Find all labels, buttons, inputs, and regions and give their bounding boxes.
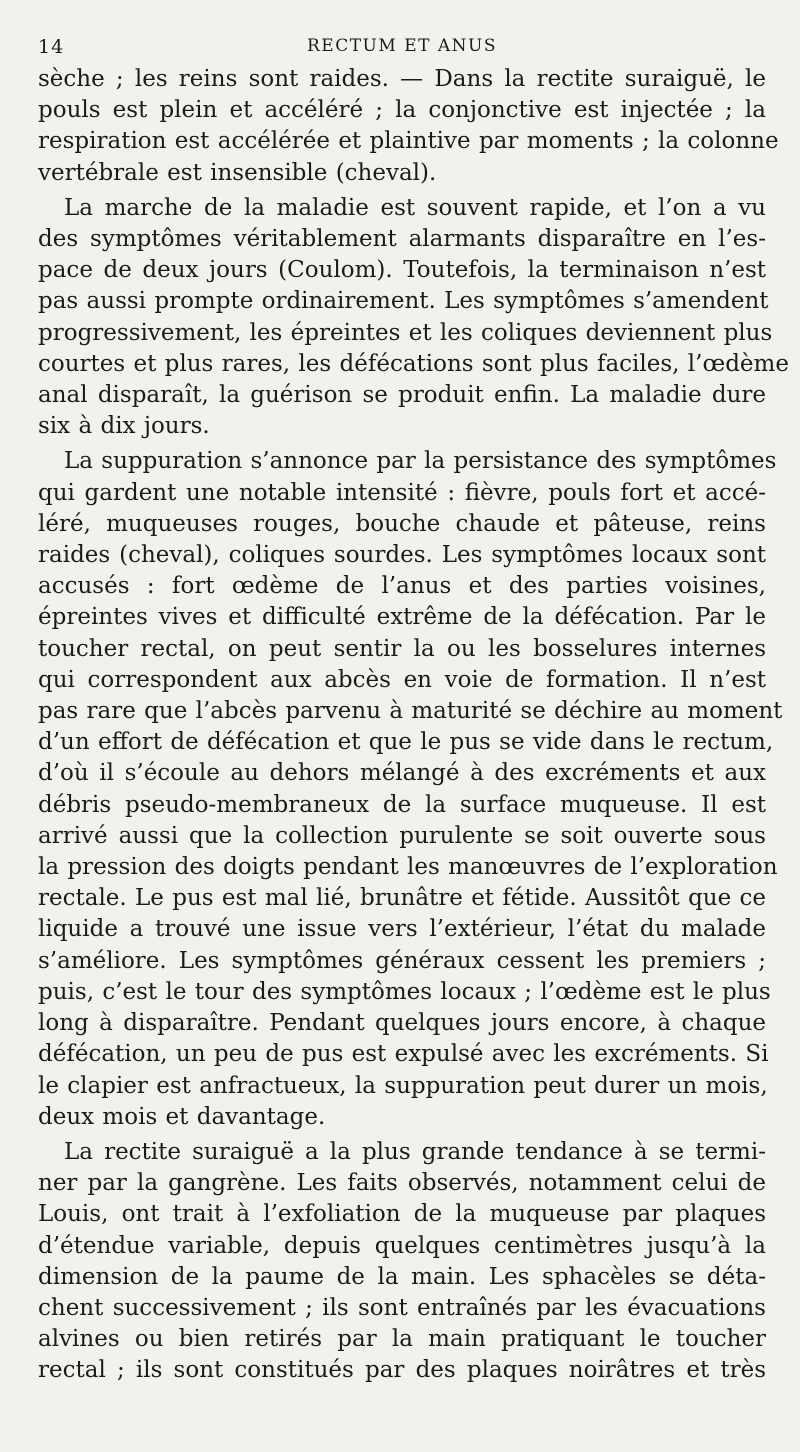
text-line: anal disparaît, la guérison se produit enfin. La maladie dure [38, 382, 766, 409]
running-title: RECTUM ET ANUS [307, 36, 497, 56]
running-head [38, 30, 766, 64]
text-line: Louis, ont trait à l’exfoliation de la muqueuse par plaques [38, 1201, 766, 1228]
text-line: la pression des doigts pendant les manœuvres de l’exploration [38, 854, 778, 881]
text-line: rectale. Le pus est mal lié, brunâtre et fétide. Aussitôt que ce [38, 885, 767, 912]
text-line: ner par la gangrène. Les faits observés, notamment celui de [38, 1170, 766, 1197]
text-line: respiration est accélérée et plaintive par moments ; la colonne [38, 128, 779, 155]
text-line: six à dix jours. [38, 413, 210, 440]
text-line: pace de deux jours (Coulom). Toutefois, la terminaison n’est [38, 257, 766, 284]
text-line: arrivé aussi que la collection purulente se soit ouverte sous [38, 822, 766, 849]
text-line: courtes et plus rares, les défécations sont plus faciles, l’œdème [38, 350, 789, 377]
text-line: rectal ; ils sont constitués par des plaques noirâtres et très [38, 1357, 766, 1384]
text-line: progressivement, les épreintes et les coliques deviennent plus [38, 319, 773, 346]
text-line: La suppuration s’annonce par la persistance des symptômes [64, 448, 777, 475]
page-number: 14 [38, 36, 65, 58]
paragraph [38, 446, 783, 1132]
text-line: épreintes vives et difficulté extrême de la défécation. Par le [38, 604, 766, 631]
text-line: La marche de la maladie est souvent rapide, et l’on a vu [64, 194, 766, 221]
text-line: d’où il s’écoule au dehors mélangé à des excréments et aux [38, 760, 766, 787]
text-line: alvines ou bien retirés par la main pratiquant le toucher [38, 1326, 766, 1353]
text-line: chent successivement ; ils sont entraînés par les évacuations [38, 1294, 766, 1321]
text-line: puis, c’est le tour des symptômes locaux ; l’œdème est le plus [38, 978, 771, 1005]
paragraph [38, 1137, 766, 1387]
text-line: La rectite suraiguë a la plus grande tendance à se termi- [64, 1138, 766, 1165]
text-line: pouls est plein et accéléré ; la conjonctive est injectée ; la [38, 97, 766, 124]
text-line: long à disparaître. Pendant quelques jours encore, à chaque [38, 1010, 766, 1037]
text-line: accusés : fort œdème de l’anus et des parties voisines, [38, 573, 766, 600]
body-text [38, 64, 789, 1387]
text-line: deux mois et davantage. [38, 1103, 326, 1130]
text-line: défécation, un peu de pus est expulsé avec les excréments. Si [38, 1041, 769, 1068]
text-line: dimension de la paume de la main. Les sphacèles se déta- [38, 1263, 766, 1290]
text-line: pas rare que l’abcès parvenu à maturité se déchire au moment [38, 698, 783, 725]
text-line: liquide a trouvé une issue vers l’extérieur, l’état du malade [38, 916, 766, 943]
text-line: léré, muqueuses rouges, bouche chaude et pâteuse, reins [38, 510, 766, 537]
text-line: sèche ; les reins sont raides. — Dans la rectite suraiguë, le [38, 66, 766, 92]
text-line: qui gardent une notable intensité : fièvre, pouls fort et accé- [38, 479, 766, 506]
text-line: s’améliore. Les symptômes généraux cessent les premiers ; [38, 947, 766, 974]
text-line: pas aussi prompte ordinairement. Les symptômes s’amendent [38, 288, 769, 315]
text-line: le clapier est anfractueux, la suppuration peut durer un mois, [38, 1072, 768, 1099]
text-line: qui correspondent aux abcès en voie de formation. Il n’est [38, 666, 766, 693]
text-line: des symptômes véritablement alarmants disparaître en l’es- [38, 226, 766, 253]
text-line: d’un effort de défécation et que le pus se vide dans le rectum, [38, 729, 774, 756]
text-line: débris pseudo-membraneux de la surface muqueuse. Il est [38, 791, 766, 818]
text-line: vertébrale est insensible (cheval). [38, 159, 437, 186]
text-line: raides (cheval), coliques sourdes. Les symptômes locaux sont [38, 542, 766, 569]
text-line: toucher rectal, on peut sentir la ou les bosselures internes [38, 635, 766, 662]
paragraph [38, 64, 779, 189]
text-line: d’étendue variable, depuis quelques centimètres jusqu’à la [38, 1232, 766, 1259]
paragraph [38, 193, 789, 443]
